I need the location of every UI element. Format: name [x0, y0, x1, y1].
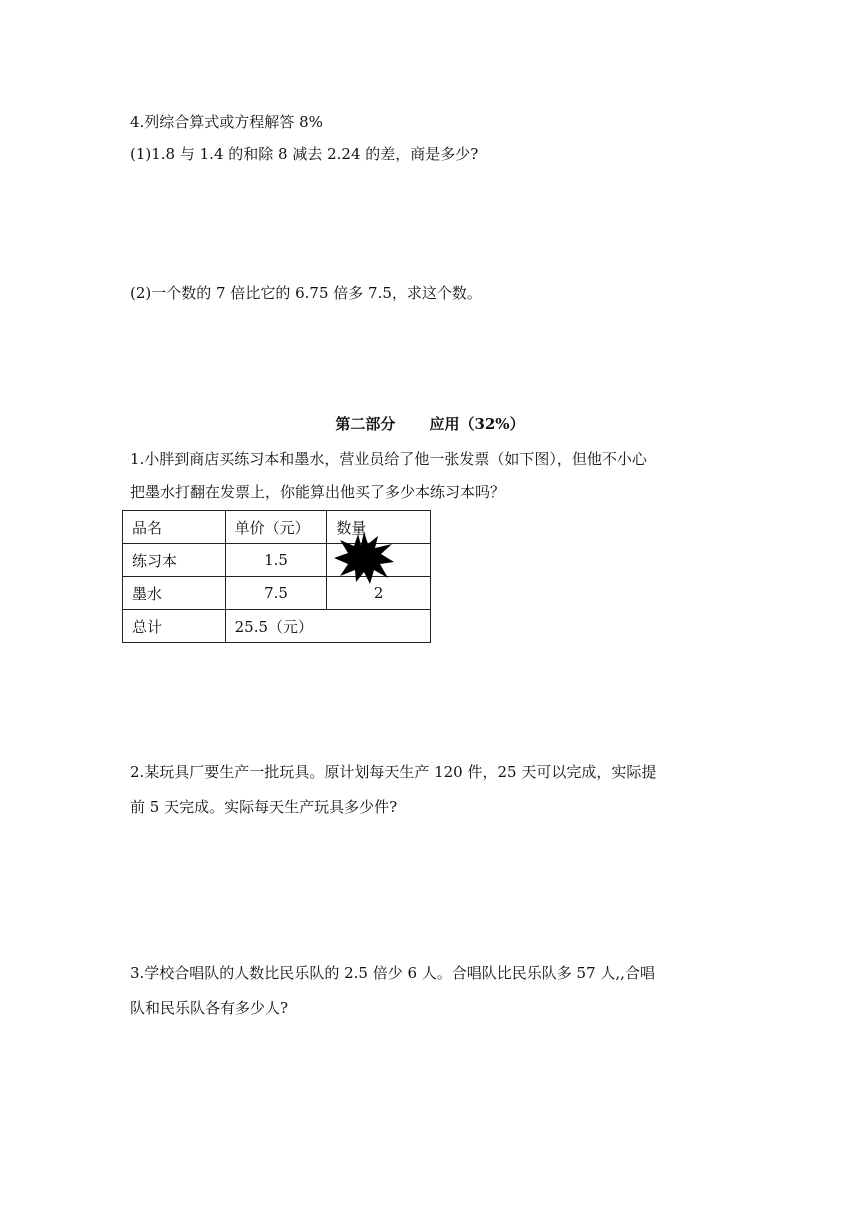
question-2-line-2: 前 5 天完成。实际每天生产玩具多少件?: [130, 798, 398, 816]
section-2-subtitle: 应用（32%）: [429, 415, 525, 433]
question-1-line-1: 1.小胖到商店买练习本和墨水，营业员给了他一张发票（如下图），但他不小心: [130, 450, 647, 468]
item-name: 练习本: [123, 544, 226, 577]
question-4-1: (1)1.8 与 1.4 的和除 8 减去 2.24 的差，商是多少?: [130, 145, 479, 163]
header-quantity: 数量: [327, 511, 431, 544]
section-2-title: 第二部分: [335, 415, 396, 433]
header-unit-price: 单价（元）: [225, 511, 327, 544]
ink-splash-icon: [334, 532, 394, 584]
section-2-heading: [0, 413, 860, 435]
item-name: 墨水: [123, 577, 226, 610]
question-3-line-2: 队和民乐队各有多少人?: [130, 999, 289, 1017]
question-4-title: 4.列综合算式或方程解答 8%: [130, 113, 323, 131]
total-label: 总计: [123, 610, 226, 643]
header-item-name: 品名: [123, 511, 226, 544]
question-2-line-1: 2.某玩具厂要生产一批玩具。原计划每天生产 120 件，25 天可以完成，实际提: [130, 763, 657, 781]
invoice-total-row: [123, 610, 431, 643]
item-price: 1.5: [225, 544, 327, 577]
question-1-line-2: 把墨水打翻在发票上，你能算出他买了多少本练习本吗？: [130, 483, 506, 501]
total-value: 25.5（元）: [225, 610, 430, 643]
question-3-line-1: 3.学校合唱队的人数比民乐队的 2.5 倍少 6 人。合唱队比民乐队多 57 人,,合唱: [130, 964, 655, 982]
item-quantity: 2: [327, 577, 431, 610]
question-4-2: (2)一个数的 7 倍比它的 6.75 倍多 7.5，求这个数。: [130, 284, 482, 302]
item-price: 7.5: [225, 577, 327, 610]
